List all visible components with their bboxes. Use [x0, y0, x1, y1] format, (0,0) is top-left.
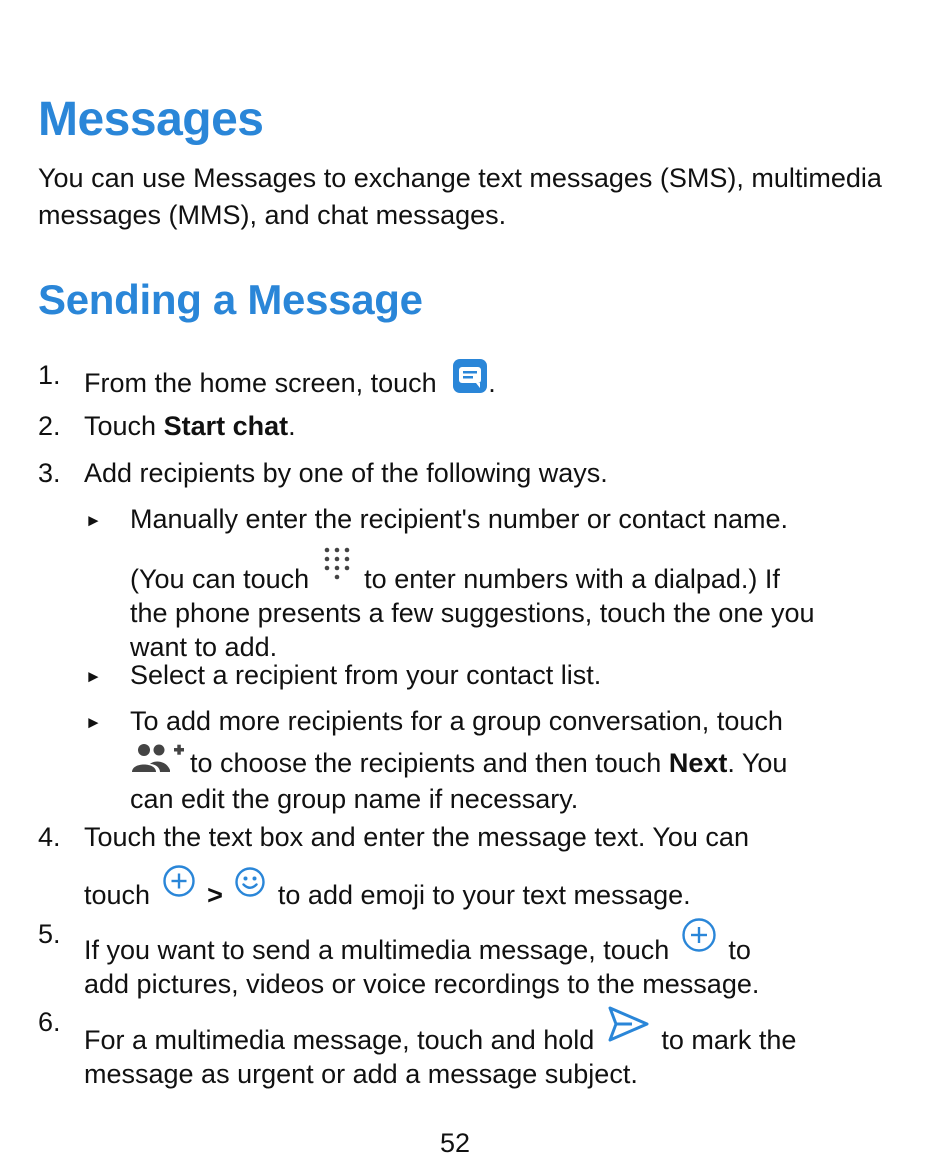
intro-paragraph: You can use Messages to exchange text messages (SMS), multimedia messages (MMS), and chat messages. [38, 163, 882, 230]
step-number: 4. [38, 822, 61, 852]
bullet-text: to choose the recipients and then touch [190, 748, 669, 778]
bullet-marker: ► [85, 511, 102, 530]
step-text: For a multimedia message, touch and hold [84, 1025, 595, 1055]
step-text: to [728, 935, 751, 965]
step-number: 2. [38, 411, 61, 441]
separator: > [207, 880, 223, 910]
plus-circle-icon [681, 917, 717, 961]
page-title: Messages [38, 93, 264, 146]
emoji-icon [234, 866, 266, 906]
step-line: Touch the text box and enter the message text. You can [84, 822, 749, 852]
step-number: 1. [38, 360, 61, 390]
bullet-text: (You can touch [130, 564, 310, 594]
bullet-line: Manually enter the recipient's number or contact name. [130, 504, 788, 534]
add-group-icon [130, 742, 186, 782]
step-text: to add emoji to your text message. [277, 880, 691, 910]
bullet-marker: ► [85, 667, 102, 686]
page-number: 52 [439, 1128, 471, 1158]
bullet-text: can edit the group name if necessary. [130, 784, 579, 814]
dialpad-icon [321, 546, 353, 590]
step-number: 5. [38, 919, 61, 949]
next-label: Next [668, 748, 728, 778]
plus-circle-icon [162, 864, 196, 906]
messages-app-icon [452, 358, 488, 404]
step-text: message as urgent or add a message subject. [84, 1059, 638, 1089]
bullet-text: Select a recipient from your contact list. [130, 660, 602, 690]
step-text: Touch [84, 411, 164, 441]
start-chat-label: Start chat [163, 411, 289, 441]
step-text: Add recipients by one of the following ways. [84, 458, 608, 488]
step-number: 3. [38, 458, 61, 488]
step-text: add pictures, videos or voice recordings to the message. [84, 969, 760, 999]
bullet-marker: ► [85, 713, 102, 732]
step-text-end: . [488, 368, 496, 398]
bullet-text: the phone presents a few suggestions, touch the one you want to add. [130, 598, 815, 662]
step-text: touch [84, 880, 151, 910]
bullet-line: To add more recipients for a group conversation, touch [130, 706, 783, 736]
step-text-end: . [288, 411, 296, 441]
step-text: to mark the [661, 1025, 797, 1055]
bullet-text: . You [727, 748, 788, 778]
bullet-text: to enter numbers with a dialpad.) If [364, 564, 780, 594]
step-text: If you want to send a multimedia message, touch [84, 935, 670, 965]
step-number: 6. [38, 1007, 61, 1037]
send-icon [606, 1005, 650, 1051]
section-title: Sending a Message [38, 276, 423, 323]
step-text: From the home screen, touch [84, 368, 437, 398]
